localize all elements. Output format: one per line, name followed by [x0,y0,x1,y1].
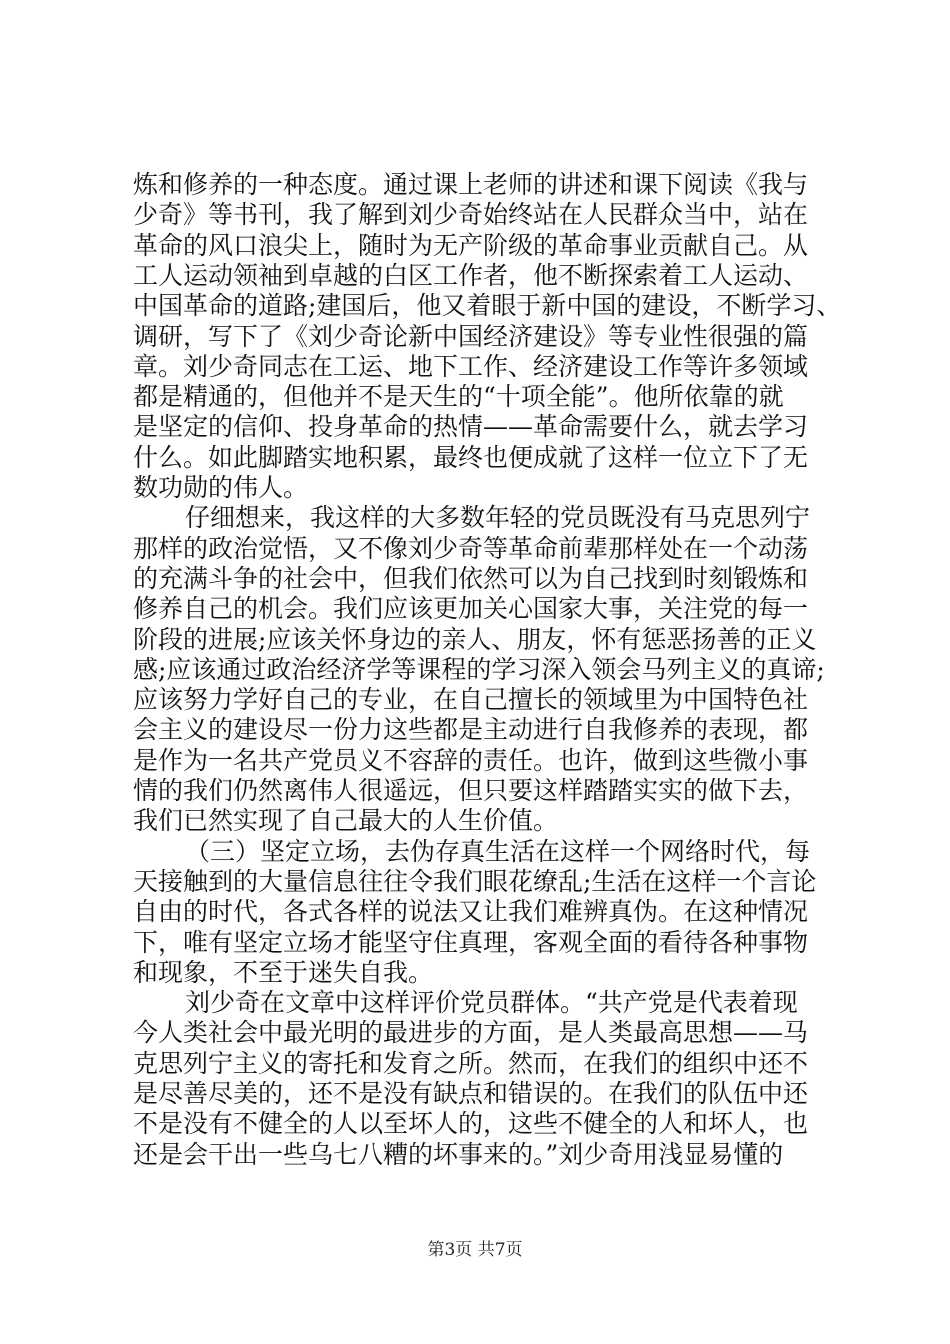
text-line: 是坚定的信仰、投身革命的热情——革命需要什么，就去学习 [133,412,809,442]
text-line: 什么。如此脚踏实地积累，最终也便成就了这样一位立下了无 [133,442,809,472]
text-line: 革命的风口浪尖上，随时为无产阶级的革命事业贡献自己。从 [133,230,809,260]
text-line: 下，唯有坚定立场才能坚守住真理，客观全面的看待各种事物 [133,927,809,957]
text-line: 自由的时代，各式各样的说法又让我们难辨真伪。在这种情况 [133,897,809,927]
text-line: 数功勋的伟人。 [133,473,309,502]
text-line: （三）坚定立场，去伪存真生活在这样一个网络时代，每 [185,836,811,866]
text-line: 还是会干出一些乌七八糟的坏事来的。”刘少奇用浅显易懂的 [133,1139,784,1169]
text-line: 阶段的进展;应该关怀身边的亲人、朋友，怀有惩恶扬善的正义 [133,624,817,654]
text-line: 我们已然实现了自己最大的人生价值。 [133,806,559,836]
text-line: 不是没有不健全的人以至坏人的，这些不健全的人和坏人，也 [133,1109,809,1139]
text-line: 那样的政治觉悟，又不像刘少奇等革命前辈那样处在一个动荡 [133,533,809,563]
text-line: 是作为一名共产党员义不容辞的责任。也许，做到这些微小事 [133,745,809,775]
text-line: 中国革命的道路;建国后，他又着眼于新中国的建设，不断学习、 [133,291,842,321]
text-line: 仔细想来，我这样的大多数年轻的党员既没有马克思列宁 [185,503,811,533]
text-line: 应该努力学好自己的专业，在自己擅长的领域里为中国特色社 [133,685,809,715]
text-line: 修养自己的机会。我们应该更加关心国家大事，关注党的每一 [133,594,809,624]
text-line: 天接触到的大量信息往往令我们眼花缭乱;生活在这样一个言论 [133,866,817,896]
text-line: 今人类社会中最光明的最进步的方面，是人类最高思想——马 [133,1018,809,1048]
text-line: 情的我们仍然离伟人很遥远，但只要这样踏踏实实的做下去， [133,776,809,805]
text-line: 章。刘少奇同志在工运、地下工作、经济建设工作等许多领域 [133,351,809,381]
text-line: 炼和修养的一种态度。通过课上老师的讲述和课下阅读《我与 [133,170,809,199]
text-line: 的充满斗争的社会中，但我们依然可以为自己找到时刻锻炼和 [133,563,809,593]
text-line: 克思列宁主义的寄托和发育之所。然而，在我们的组织中还不 [133,1048,809,1078]
page-number-footer: 第3页 共7页 [427,1240,523,1260]
text-line: 工人运动领袖到卓越的白区工作者，他不断探索着工人运动、 [133,260,809,290]
text-line: 都是精通的，但他并不是天生的“十项全能”。他所依靠的就 [133,382,784,412]
text-line: 会主义的建设尽一份力这些都是主动进行自我修养的表现，都 [133,715,809,745]
text-line: 感;应该通过政治经济学等课程的学习深入领会马列主义的真谛; [133,654,825,684]
text-line: 和现象，不至于迷失自我。 [133,957,434,987]
text-line: 少奇》等书刊，我了解到刘少奇始终站在人民群众当中，站在 [133,200,809,230]
text-line: 调研，写下了《刘少奇论新中国经济建设》等专业性很强的篇 [133,321,809,351]
text-line: 是尽善尽美的，还不是没有缺点和错误的。在我们的队伍中还 [133,1079,809,1108]
text-line: 刘少奇在文章中这样评价党员群体。“共产党是代表着现 [185,988,798,1018]
